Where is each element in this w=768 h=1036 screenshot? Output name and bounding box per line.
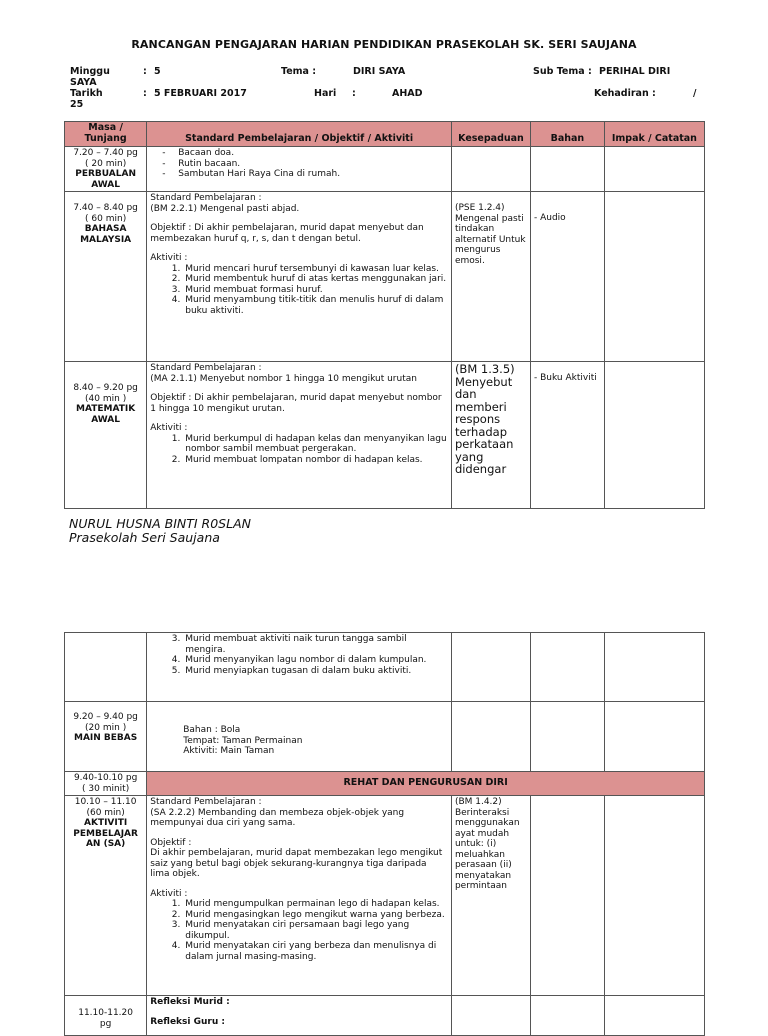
kehadiran-label: Kehadiran : <box>594 88 656 99</box>
tarikh-value: 5 FEBRUARI 2017 <box>154 88 247 99</box>
bahan-cell <box>531 362 605 509</box>
activity-item: 4. Murid menyatakan ciri yang berbeza dan menulisnya di dalam jurnal masing-masing. <box>183 941 448 962</box>
kesepaduan-cell <box>451 702 530 772</box>
duration-text: (60 min) <box>86 807 125 818</box>
activity-item: 3. Murid menyatakan ciri persamaan bagi lego yang dikumpul. <box>183 920 448 941</box>
bahan-cell <box>531 796 605 996</box>
content-cell <box>147 633 452 702</box>
tempat-text: Tempat: Taman Permainan <box>183 735 303 746</box>
content-cell <box>147 147 452 192</box>
table-row <box>65 633 705 702</box>
activity-item: 2. Murid membuat lompatan nombor di hadapan kelas. <box>183 455 448 466</box>
time-text: 10.10 – 11.10 <box>74 797 137 807</box>
activity-item: 3. Murid membuat formasi huruf. <box>183 285 448 296</box>
duration-text: (40 min ) <box>85 393 127 404</box>
lesson-plan-table <box>64 121 705 509</box>
time-cell <box>65 996 147 1036</box>
kehadiran-value: / <box>693 88 697 99</box>
lesson-plan-table-continued <box>64 632 705 1036</box>
activity-item: 4. Murid menyanyikan lagu nombor di dalam kumpulan. <box>183 655 448 666</box>
bahan-cell <box>531 996 605 1036</box>
header-standard: Standard Pembelajaran / Objektif / Aktiviti <box>147 122 452 147</box>
kesepaduan-cell <box>451 796 530 996</box>
time-text: 8.40 – 9.20 pg <box>73 383 138 393</box>
tunjang-text: MATEMATIK AWAL <box>76 404 136 425</box>
content-cell <box>147 702 452 772</box>
bahan-cell <box>531 702 605 772</box>
tunjang-text: AKTIVITI PEMBELAJAR AN (SA) <box>73 818 138 849</box>
standard-label: Standard Pembelajaran : <box>150 193 262 203</box>
aktiviti-label: Aktiviti : <box>150 888 188 899</box>
time-suffix: pg <box>99 1018 112 1029</box>
list-item: - Bacaan doa. <box>164 148 448 159</box>
tarikh-continuation: 25 <box>70 99 84 110</box>
tunjang-text: PERBUALAN AWAL <box>75 169 136 190</box>
time-cell <box>65 192 147 362</box>
time-cell <box>65 633 147 702</box>
header-masa: Masa / Tunjang <box>65 122 147 147</box>
time-text: 11.10-11.20 <box>78 1008 133 1018</box>
activity-item: 1. Murid mengumpulkan permainan lego di hadapan kelas. <box>183 899 448 910</box>
colon: : <box>143 88 147 99</box>
teacher-name: NURUL HUSNA BINTI R0SLAN <box>69 516 251 531</box>
minggu-value: 5 <box>154 66 161 77</box>
time-cell <box>65 772 147 796</box>
aktiviti-text: Aktiviti: Main Taman <box>183 746 275 756</box>
impak-cell <box>604 996 704 1036</box>
colon: : <box>352 88 356 99</box>
minggu-label: Minggu <box>70 66 110 77</box>
school-name: Prasekolah Seri Saujana <box>69 530 220 545</box>
objektif-text: Objektif : Di akhir pembelajaran, murid dapat menyebut dan membezakan huruf q, r, s, dan t dengan betul. <box>150 223 424 244</box>
hari-value: AHAD <box>392 88 423 99</box>
duration-text: (20 min ) <box>85 722 127 733</box>
impak-cell <box>604 633 704 702</box>
activity-item: 4. Murid menyambung titik-titik dan menulis huruf di dalam buku aktiviti. <box>183 295 448 316</box>
list-item: - Sambutan Hari Raya Cina di rumah. <box>164 169 448 180</box>
impak-cell <box>604 147 704 192</box>
kesepaduan-text: (BM 1.3.5) Menyebut dan memberi respons terhadap perkataan yang didengar <box>454 362 515 476</box>
objektif-text: Objektif : Di akhir pembelajaran, murid dapat menyebut nombor 1 hingga 10 mengikut urutan. <box>150 393 442 414</box>
header-kesepaduan: Kesepaduan <box>451 122 530 147</box>
rehat-cell <box>147 772 705 796</box>
bahan-text: - Audio <box>534 213 566 223</box>
table-row <box>65 362 705 509</box>
bahan-cell <box>531 192 605 362</box>
kesepaduan-cell <box>451 147 530 192</box>
refleksi-murid-label: Refleksi Murid : <box>150 997 230 1007</box>
bahan-cell <box>531 633 605 702</box>
header-impak: Impak / Catatan <box>604 122 704 147</box>
activity-item: 1. Murid berkumpul di hadapan kelas dan menyanyikan lagu nombor sambil membuat pergerakan. <box>183 434 448 455</box>
impak-cell <box>604 192 704 362</box>
subtema-value: PERIHAL DIRI <box>599 66 671 77</box>
time-cell <box>65 147 147 192</box>
subtema-label: Sub Tema : <box>533 66 592 77</box>
duration-text: ( 60 min) <box>85 213 127 224</box>
kesepaduan-text: (BM 1.4.2) Berinteraksi menggunakan ayat mudah untuk: (i) meluahkan perasaan (ii) menyatakan permintaan <box>454 797 520 891</box>
impak-cell <box>604 702 704 772</box>
tema-label: Tema : <box>281 66 317 77</box>
activity-item: 2. Murid membentuk huruf di atas kertas menggunakan jari. <box>183 274 448 285</box>
activity-item: 2. Murid mengasingkan lego mengikut warna yang berbeza. <box>183 910 448 921</box>
tunjang-text: BAHASA MALAYSIA <box>80 224 132 245</box>
tunjang-text: MAIN BEBAS <box>73 733 138 743</box>
standard-text: (SA 2.2.2) Membanding dan membeza objek-objek yang mempunyai dua ciri yang sama. <box>150 807 405 828</box>
bahan-text: - Buku Aktiviti <box>534 373 597 383</box>
content-cell <box>147 796 452 996</box>
tema-value: DIRI SAYA <box>353 66 406 77</box>
saya-text: SAYA <box>70 77 97 88</box>
table-row <box>65 147 705 192</box>
objektif-text: Di akhir pembelajaran, murid dapat membezakan lego mengikut saiz yang betul bagi objek sekurang-kurangnya tiga daripada lima objek. <box>150 848 443 879</box>
content-cell <box>147 362 452 509</box>
kesepaduan-cell <box>451 633 530 702</box>
teacher-signature <box>69 517 251 545</box>
list-item: - Rutin bacaan. <box>164 159 448 170</box>
table-row <box>65 796 705 996</box>
header-bahan: Bahan <box>531 122 605 147</box>
kesepaduan-cell <box>451 362 530 509</box>
kesepaduan-cell <box>451 996 530 1036</box>
kesepaduan-text: (PSE 1.2.4) Mengenal pasti tindakan alternatif Untuk mengurus emosi. <box>454 203 526 266</box>
standard-text: (BM 2.2.1) Mengenal pasti abjad. <box>150 203 300 214</box>
time-cell <box>65 702 147 772</box>
aktiviti-label: Aktiviti : <box>150 423 188 433</box>
standard-label: Standard Pembelajaran : <box>150 797 262 807</box>
content-cell <box>147 192 452 362</box>
activity-item: 1. Murid mencari huruf tersembunyi di kawasan luar kelas. <box>183 264 448 275</box>
colon: : <box>143 66 147 77</box>
hari-label: Hari <box>314 88 337 99</box>
standard-label: Standard Pembelajaran : <box>150 363 262 373</box>
aktiviti-label: Aktiviti : <box>150 253 188 263</box>
activity-item: 5. Murid menyiapkan tugasan di dalam buku aktiviti. <box>183 666 448 677</box>
table-header-row <box>65 122 705 147</box>
activity-item: 3. Murid membuat aktiviti naik turun tangga sambil mengira. <box>183 634 448 655</box>
time-cell <box>65 362 147 509</box>
table-row <box>65 192 705 362</box>
rehat-row <box>65 772 705 796</box>
table-row <box>65 996 705 1036</box>
time-text: 9.20 – 9.40 pg <box>73 712 138 722</box>
rehat-label: REHAT DAN PENGURUSAN DIRI <box>343 777 508 789</box>
impak-cell <box>604 796 704 996</box>
document-title: RANCANGAN PENGAJARAN HARIAN PENDIDIKAN PRASEKOLAH SK. SERI SAUJANA <box>131 38 637 51</box>
bahan-text: Bahan : Bola <box>183 725 241 735</box>
tarikh-label: Tarikh <box>70 88 103 99</box>
refleksi-guru-label: Refleksi Guru : <box>150 1016 225 1027</box>
time-text: 7.20 – 7.40 pg <box>73 148 138 158</box>
refleksi-cell <box>147 996 452 1036</box>
kesepaduan-cell <box>451 192 530 362</box>
duration-text: ( 30 minit) <box>82 783 130 794</box>
table-row <box>65 702 705 772</box>
objektif-label: Objektif : <box>150 837 192 848</box>
impak-cell <box>604 362 704 509</box>
standard-text: (MA 2.1.1) Menyebut nombor 1 hingga 10 mengikut urutan <box>150 373 417 384</box>
bahan-cell <box>531 147 605 192</box>
duration-text: ( 20 min) <box>85 158 127 169</box>
time-cell <box>65 796 147 996</box>
time-text: 9.40-10.10 pg <box>73 773 138 783</box>
time-text: 7.40 – 8.40 pg <box>73 203 138 213</box>
